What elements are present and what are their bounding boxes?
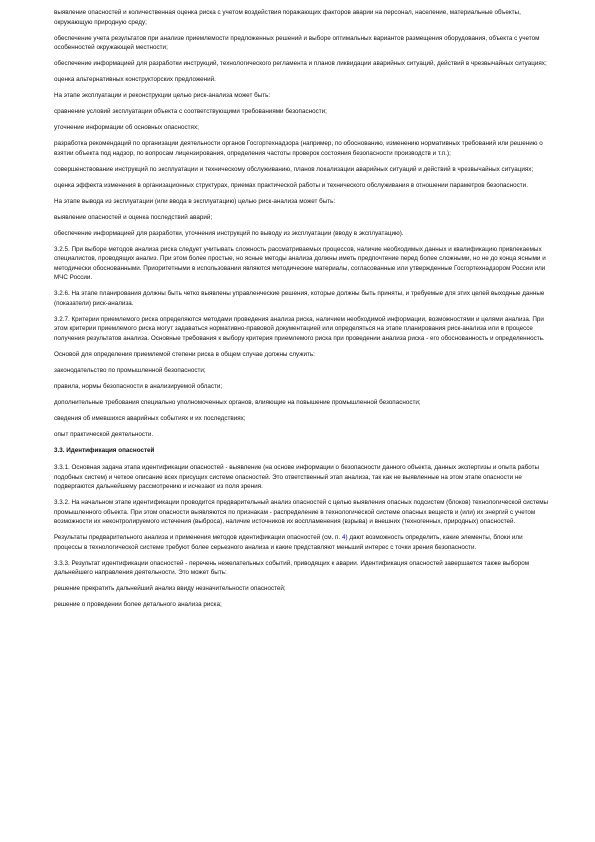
paragraph-5: На этапе эксплуатации и реконструкции целью риск-анализа может быть: <box>54 92 271 99</box>
paragraph-18: законодательство по промышленной безопасности; <box>54 366 206 374</box>
paragraph-21: сведения об имевшихся аварийных событиях и их последствиях; <box>54 414 246 422</box>
paragraph-23: 3.3.1. Основная задача этапа идентификации опасностей - выявление (на основе информации о безопасности данного объекта, данных экспертизы и опыта работы подобных систем) и четкое описание всех присущих системе опасностей. Это ответственный этап анализа, так как не выявленные на этом этапе опасности не подвергаются дальнейшему рассмотрению и исчезают из поля зрения. <box>54 464 540 490</box>
paragraph-9: совершенствование инструкций по эксплуатации и техническому обслуживанию, планов локализации аварийных ситуаций и действий в чрезвычайных ситуациях; <box>54 165 534 173</box>
paragraph-10: оценка эффекта изменения в организационных структурах, приемах практической работы и технического обслуживания в отношении параметров безопасности. <box>54 181 528 189</box>
paragraph-28: решение о проведении более детального анализа риска; <box>54 601 222 608</box>
paragraph-25 <box>54 533 551 552</box>
section-heading: 3.3. Идентификация опасностей <box>54 446 155 454</box>
paragraph-14: 3.2.5. При выборе методов анализа риска следует учитывать сложность рассматриваемых процессов, наличие необходимых данных и квалификацию привлекаемых специалистов, проводящих анализ. При этом более простые, но ясные методы анализа должны иметь предпочтение перед более сложными, но не до конца ясными и методически обоснованными. Приоритетными в использовании являются методические материалы, согласованные или утвержденные Госгортехнадзором России или МЧС России. <box>54 245 546 281</box>
paragraph-1: выявление опасностей и количественная оценка риска с учетом воздействия поражающих факторов аварии на персонал, население, материальные объекты, окружающую природную среду; <box>54 9 521 26</box>
paragraph-16: 3.2.7. Критерии приемлемого риска определяются методами проведения анализа риска, наличием необходимой информации, возможностями и целями анализа. При этом критерии приемлемого риска могут задаваться нормативно-правовой документацией или определяться на этапе планирования риск-анализа или в процессе получения результатов анализа. Основные требования к выбору критерия приемлемого риска при проведении анализа риска - его обоснованность и определенность. <box>54 315 545 342</box>
paragraph-13: обеспечение информацией для разработки, уточнения инструкций по выводу из эксплуатации (вводу в эксплуатацию). <box>54 229 404 237</box>
paragraph-24: 3.3.2. На начальном этапе идентификации проводится предварительный анализ опасностей с целью выявления опасных подсистем (блоков) технологической системы промышленного объекта. При этом опасности выявляются по признакам - распределение в технологической системе опасных веществ и (или) их энергий с учетом возможности их неконтролируемого истечения (выброса), наличие источников их воспламенения (взрыва) и внешних (техногенных, природных) опасностей. <box>54 499 549 525</box>
paragraph-12: выявление опасностей и оценка последствий аварий; <box>54 213 213 221</box>
paragraph-20: дополнительные требования специально уполномоченных органов, влияющие на повышение промышленной безопасности; <box>54 398 421 406</box>
paragraph-17: Основой для определения приемлемой степени риска в общем случае должны служить: <box>54 350 315 358</box>
paragraph-27: решение прекратить дальнейший анализ ввиду незначительности опасностей; <box>54 585 286 592</box>
paragraph-22: опыт практической деятельности. <box>54 430 154 438</box>
paragraph-7: уточнение информации об основных опасностях; <box>54 124 199 131</box>
paragraph-15: 3.2.6. На этапе планирования должны быть четко выявлены управленческие решения, которые должны быть приняты, и требуемые для этих целей выходные данные (показатели) риск-анализа. <box>54 290 545 307</box>
paragraph-8: разработка рекомендаций по организации деятельности органов Госгортехнадзора (например, по обоснованию, изменению нормативных требований или решению о взятии объекта под надзор, по вопросам лицензирования, определения частоты проверок состояния безопасности производств и т.п.); <box>54 140 543 157</box>
paragraph-19: правила, нормы безопасности в анализируемой области; <box>54 382 223 390</box>
paragraph-26: 3.3.3. Результат идентификации опасностей - перечень нежелательных событий, приводящих к аварии. Идентификация опасностей завершается также выбором дальнейшего направления деятельности. Это может быть: <box>54 559 530 576</box>
paragraph-2: обеспечение учета результатов при анализе приемлемости предложенных решений и выборе оптимальных вариантов размещения оборудования, объекта с учетом особенностей окружающей местности; <box>54 34 540 51</box>
paragraph-6: сравнение условий эксплуатации объекта с соответствующими требованиями безопасности; <box>54 108 327 115</box>
paragraph-25-part-1: Результаты предварительного анализа и применения методов идентификации опасностей (см. п. <box>54 534 342 541</box>
paragraph-3: обеспечение информацией для разработки инструкций, технологического регламента и планов ликвидации аварийных ситуаций, действий в чрезвычайных ситуациях; <box>54 60 547 67</box>
paragraph-4: оценка альтернативных конструкторских предложений. <box>54 76 216 83</box>
section-4-link[interactable]: 4 <box>341 534 346 541</box>
paragraph-25-part-2: ) дают возможность определить, какие элементы, блоки или процессы в технологической системе требуют более серьезного анализа и какие представляют меньший интерес с точки зрения безопасности. <box>54 534 523 551</box>
paragraph-11: На этапе вывода из эксплуатации (или ввода в эксплуатацию) целью риск-анализа может быть: <box>54 197 336 205</box>
